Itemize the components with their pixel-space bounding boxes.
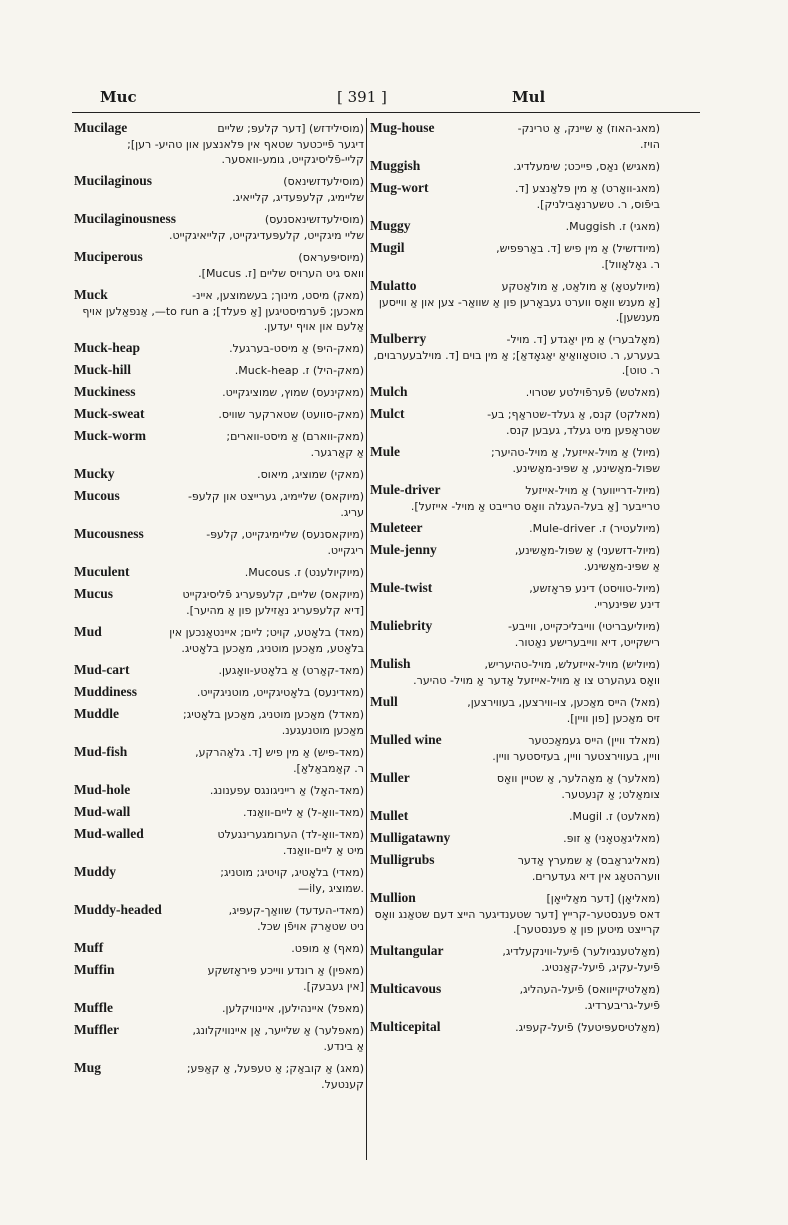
entry-definition-continued: אַ קאַרגער. xyxy=(310,446,364,459)
dictionary-entry xyxy=(74,406,364,422)
entry-definition: (מאדי) בלאָטיג, קויטיג; מוטניג; xyxy=(220,866,364,879)
dictionary-entry xyxy=(74,902,364,934)
dictionary-entry xyxy=(370,158,660,174)
entry-definition-continued: ווערהטאָג אין דיא געדערים. xyxy=(531,870,660,883)
dictionary-entry xyxy=(74,488,364,520)
entry-definition: (מאליגראַבס) אַ שמערץ אַדער xyxy=(517,854,660,867)
entry-headword: Mud-walled xyxy=(74,826,144,841)
dictionary-entry xyxy=(370,732,660,764)
entry-definition: (מיוליש) מויל-אייזעלש, מויל-טהיעריש, xyxy=(484,658,660,671)
dictionary-entry xyxy=(370,852,660,884)
entry-headword: Muckiness xyxy=(74,384,136,399)
entry-definition-continued: שליי מיגקייט, קלעפּעדיגקייט, קלייאיגקייט. xyxy=(169,229,364,242)
entry-headword: Mud-hole xyxy=(74,782,131,797)
dictionary-entry xyxy=(74,384,364,400)
dictionary-entry xyxy=(74,362,364,378)
entry-definition: (מיולעטאָ) אַ מולאַט, אַ מולאַטקע xyxy=(501,280,660,293)
entry-definition-continued: מאַכען מוטנעגענ. xyxy=(281,724,364,737)
entry-definition-continued: שפּול-מאַשינע, אַ שפּינ-מאַשינע. xyxy=(512,462,660,475)
entry-definition-continued: מיט אַ ליים-וואַנד. xyxy=(282,844,364,857)
entry-definition-continued: זיס מאַכען [פון וויין]. xyxy=(566,712,660,725)
entry-definition: (מיול-דזשעני) אַ שפּול-מאַשינע, xyxy=(514,544,660,557)
entry-headword: Mule-driver xyxy=(370,482,441,497)
dictionary-entry xyxy=(74,340,364,356)
entry-definition-continued: פֿיעל-גריבערדיג. xyxy=(584,999,660,1012)
entry-headword: Muck-hill xyxy=(74,362,132,377)
entry-definition: (מיוקאס) שליימיג, גערייצט און קלעפּ- xyxy=(187,490,364,503)
dictionary-entry xyxy=(74,120,364,167)
entry-headword: Multicepital xyxy=(370,1019,441,1034)
entry-definition: (מאק-סוועט) שטארקער שוויס. xyxy=(218,408,364,421)
dictionary-entry xyxy=(74,1022,364,1054)
entry-definition-continued: דיגער פֿייכטער שטאף אין פּלאנצען און טהיע- רען]; קליי-פֿליסיגקייט, גומע-וואסער. xyxy=(127,138,364,166)
dictionary-entry xyxy=(370,580,660,612)
dictionary-entry xyxy=(74,684,364,700)
entry-definition-continued: שטראָפען מיט געלד, געבען קנס. xyxy=(506,424,660,437)
header-rule xyxy=(72,112,700,113)
entry-definition: (מאַלטיקייוואס) פֿיעל-העהליג, xyxy=(519,983,660,996)
entry-definition: (מוסילעדזשינאסנעס) xyxy=(264,213,364,226)
entry-definition: (מאק-היפּ) אַ מיסט-בערגעל. xyxy=(229,342,364,355)
entry-definition: (מיוקאס) שליים, קלעפּעריג פֿליסיגקייט xyxy=(182,588,364,601)
page-number: [ 391 ] xyxy=(337,88,387,106)
dictionary-entry xyxy=(370,542,660,574)
entry-definition-continued: ר. גאָלאָוול]. xyxy=(601,258,660,271)
entry-headword: Muck-worm xyxy=(74,428,146,443)
entry-definition: (מאל) הייס מאַכען, צו-ווירצען, בעווירצען, xyxy=(467,696,660,709)
dictionary-entry xyxy=(74,287,364,334)
entry-definition: (מאלטש) פֿערפֿוילטע שטרוי. xyxy=(525,386,660,399)
entry-definition-continued: טרייבער [אַ בעל-העגלה וואָס טרייבט אַ מויל- אייזעל]. xyxy=(410,500,660,513)
entry-headword: Mud-fish xyxy=(74,744,128,759)
dictionary-entry xyxy=(74,804,364,820)
entry-definition: (מאלקט) קנס, אַ געלד-שטראַף; בע- xyxy=(487,408,660,421)
entry-headword: Muffin xyxy=(74,962,115,977)
entry-headword: Mugil xyxy=(370,240,405,255)
entry-definition: (מאק-ווארם) אַ מיסט-ווארים; xyxy=(226,430,364,443)
entry-definition-continued: ריגקייט. xyxy=(327,544,364,557)
dictionary-entry xyxy=(370,331,660,378)
entry-definition: (מאד-קאַרט) אַ בלאָטע-וואָגען. xyxy=(218,664,364,677)
column-divider xyxy=(366,118,367,1160)
dictionary-entry xyxy=(370,890,660,937)
dictionary-entry xyxy=(370,981,660,1013)
entry-definition: (מאַלטיסעפּיטעל) פֿיעל-קעפּיג. xyxy=(515,1021,660,1034)
entry-definition-continued: —ily, שמוציג. xyxy=(298,882,364,895)
entry-definition: (מאג) אַ קובאַק; אַ טעפּעל, אַ קאַפּע; xyxy=(186,1062,364,1075)
right-column xyxy=(370,120,660,1160)
entry-definition-continued: אַ שפּינ-מאַשינע. xyxy=(583,560,660,573)
entry-definition-continued: דאס פענסטער-קרייץ [דער שטענדיגער הייצ דעם שטאַנג וואָס קרייצט מיטען פון אַ פענסטער]. xyxy=(374,908,660,936)
entry-definition-continued: [אין געבעק]. xyxy=(303,980,364,993)
entry-headword: Muck-heap xyxy=(74,340,141,355)
entry-definition: (מוסילעדזשינאס) xyxy=(283,175,364,188)
entry-definition: (מאלעט) ז. Mugil. xyxy=(568,810,660,823)
header-left-guide-word: Muc xyxy=(100,88,137,106)
entry-headword: Muddy xyxy=(74,864,117,879)
entry-definition-continued: דינע שפּינעריי. xyxy=(593,598,660,611)
entry-definition-continued: ר. קאַמבאַלאַ]. xyxy=(293,762,364,775)
entry-definition: (מיוקיולענט) ז. Mucous. xyxy=(244,566,364,579)
entry-definition-continued: בלאָטע, מאַכען מוטניג, מאַכען בלאָטיג. xyxy=(181,642,364,655)
entry-headword: Muffle xyxy=(74,1000,113,1015)
entry-headword: Mud-cart xyxy=(74,662,130,677)
entry-headword: Muggish xyxy=(370,158,421,173)
dictionary-entry xyxy=(370,482,660,514)
entry-definition: (מאף) אַ מופּט. xyxy=(291,942,364,955)
entry-headword: Multicavous xyxy=(370,981,442,996)
entry-headword: Muddy-headed xyxy=(74,902,162,917)
entry-definition: (מאד) בלאָטע, קויט; ליים; איינטאַנכען אין xyxy=(169,626,364,639)
entry-definition: (מאָלבערי) אַ מין יאַגדע [ד. מויל- xyxy=(506,333,660,346)
entry-definition: (מאליאָן) [דער מאַלייאָן] xyxy=(546,892,660,905)
entry-definition: (מאג-האוז) אַ שיינק, אַ טרינק- xyxy=(517,122,660,135)
dictionary-entry xyxy=(370,943,660,975)
entry-definition: (מאלער) אַ מאַהלער, אַ שטיין וואָס xyxy=(496,772,660,785)
dictionary-entry xyxy=(370,240,660,272)
entry-headword: Muller xyxy=(370,770,410,785)
dictionary-entry xyxy=(370,406,660,438)
entry-headword: Mucousness xyxy=(74,526,144,541)
entry-headword: Mulatto xyxy=(370,278,417,293)
dictionary-entry xyxy=(74,586,364,618)
entry-definition: (מיוליעבריטי) ווייבליכקייט, ווייבע- xyxy=(507,620,660,633)
header-right-guide-word: Mul xyxy=(512,88,546,106)
entry-headword: Muffler xyxy=(74,1022,119,1037)
entry-headword: Mucilaginous xyxy=(74,173,153,188)
entry-definition: (מאפין) אַ רונדע ווייכע פּיראָזשקע xyxy=(207,964,364,977)
entry-headword: Muddiness xyxy=(74,684,138,699)
entry-definition-continued: בעערע, ר. טוטאָוואַיאַ יאַגאָדאַ]; אַ מין בוים [ד. מוילבעערבוים, ר. טוט]. xyxy=(373,349,660,377)
entry-definition-continued: וואָס געהערט צו אַ מויל-אייזעל אַדער אַ מויל- טהיער. xyxy=(413,674,660,687)
entry-definition: (מיול-דרייווער) אַ מויל-אייזעל xyxy=(525,484,660,497)
entry-definition: (מאד-פיש) אַ מין פיש [ד. גלאַהרקע, xyxy=(195,746,364,759)
entry-definition: (מאפלער) אַ שלייער, אַן איינוויקלונג, xyxy=(192,1024,364,1037)
entry-headword: Muggy xyxy=(370,218,411,233)
entry-headword: Muciperous xyxy=(74,249,143,264)
entry-definition-continued: רישקייט, דיא ווייבערישע נאַטור. xyxy=(514,636,660,649)
dictionary-entry xyxy=(370,694,660,726)
entry-headword: Mucilage xyxy=(74,120,128,135)
dictionary-entry xyxy=(370,384,660,400)
entry-headword: Mucous xyxy=(74,488,120,503)
dictionary-entry xyxy=(74,564,364,580)
dictionary-entry xyxy=(74,962,364,994)
dictionary-entry xyxy=(370,520,660,536)
entry-definition: (מוסילידזש) [דער קלעפּ; שליים xyxy=(217,122,364,135)
entry-definition: (מיול) אַ מויל-אייזעל, אַ מויל-טהיער; xyxy=(490,446,660,459)
dictionary-entry xyxy=(370,656,660,688)
dictionary-entry xyxy=(74,940,364,956)
dictionary-entry xyxy=(370,278,660,325)
dictionary-entry xyxy=(74,826,364,858)
entry-headword: Mucky xyxy=(74,466,115,481)
entry-definition-continued: [דיא קלעפּעריג נאַזילען פון אַ מהיער]. xyxy=(186,604,364,617)
dictionary-entry xyxy=(370,618,660,650)
entry-headword: Mulch xyxy=(370,384,408,399)
dictionary-entry xyxy=(370,120,660,152)
entry-definition: (מיוסיפּעראס) xyxy=(298,251,364,264)
entry-definition-continued: מאכען; פֿערמיסטיגען [אַ פעלד]; to run a—, אַנפאַלען אויף אַלעם און אויף יעדען. xyxy=(82,305,364,333)
entry-headword: Mulligrubs xyxy=(370,852,435,867)
entry-definition-continued: ביפֿוס, ר. טשערנאָבילניק]. xyxy=(536,198,660,211)
entry-definition: (מאד-וואָ-לד) הערומגערינגעלט xyxy=(217,828,364,841)
dictionary-entry xyxy=(74,173,364,205)
entry-headword: Mull xyxy=(370,694,398,709)
entry-headword: Mulish xyxy=(370,656,411,671)
left-column xyxy=(74,120,364,1160)
dictionary-entry xyxy=(370,830,660,846)
entry-definition-continued: הויז. xyxy=(640,138,660,151)
entry-definition: (מאליגאַטאָני) אַ זופּ. xyxy=(563,832,660,845)
entry-definition: (מאקי) שמוציג, מיאוס. xyxy=(257,468,364,481)
entry-definition: (מאקינעס) שמוץ, שמוציגקייט. xyxy=(222,386,364,399)
entry-definition-continued: וואס גיט הערויס שליים [ז. Mucus]. xyxy=(198,267,364,280)
entry-definition: (מאג-וואָרט) אַ מין פּלאַנצע [ד. xyxy=(515,182,660,195)
entry-headword: Mullion xyxy=(370,890,416,905)
entry-definition-continued: עריג. xyxy=(340,506,364,519)
dictionary-entry xyxy=(74,744,364,776)
entry-headword: Mug-house xyxy=(370,120,435,135)
entry-headword: Muculent xyxy=(74,564,130,579)
entry-definition: (מאגי) ז. Muggish. xyxy=(565,220,660,233)
entry-headword: Mug xyxy=(74,1060,101,1075)
dictionary-entry xyxy=(370,218,660,234)
entry-headword: Muleteer xyxy=(370,520,423,535)
dictionary-entry xyxy=(74,864,364,896)
entry-headword: Mulberry xyxy=(370,331,427,346)
entry-definition: (מאפל) איינהילען, איינוויקלען. xyxy=(221,1002,364,1015)
dictionary-entry xyxy=(74,662,364,678)
entry-definition: (מיודזשיל) אַ מין פיש [ד. באַרפּפיש, xyxy=(496,242,660,255)
entry-headword: Muddle xyxy=(74,706,120,721)
dictionary-entry xyxy=(74,706,364,738)
entry-definition-continued: אַ בינדע. xyxy=(323,1040,364,1053)
entry-headword: Mule-jenny xyxy=(370,542,437,557)
entry-definition-continued: שליימיג, קלעפּעדיג, קלייאיג. xyxy=(232,191,364,204)
entry-headword: Muliebrity xyxy=(370,618,433,633)
entry-headword: Mulligatawny xyxy=(370,830,451,845)
entry-definition: (מאק) מיסט, מינוך; בעשמוצען, איינ- xyxy=(192,289,364,302)
entry-definition-continued: צומאַלט; אַ קנעטער. xyxy=(561,788,660,801)
entry-definition: (מאדי-העדעד) שוואַך-קעפּיג, xyxy=(228,904,364,917)
entry-headword: Muck xyxy=(74,287,108,302)
entry-definition: (מיולעטיר) ז. Mule-driver. xyxy=(529,522,660,535)
entry-headword: Mug-wort xyxy=(370,180,429,195)
entry-definition-continued: [אַ מענש וואָס ווערט געבאָרען פון אַ שוואַר- צען און אַ ווייסען מענשען]. xyxy=(378,296,660,324)
entry-headword: Muck-sweat xyxy=(74,406,145,421)
entry-definition-continued: ניט שטאַרק אויפֿן שכל. xyxy=(257,920,364,933)
entry-definition: (מיול-טוויסט) דינע פּראָזשע, xyxy=(529,582,660,595)
entry-definition-continued: וויין, בעווירצטער וויין, בעזיסטער וויין. xyxy=(492,750,660,763)
entry-definition: (מאַלטענגיולער) פֿיעל-ווינקעלדיג, xyxy=(502,945,660,958)
entry-definition: (מאלד וויין) הייס געמאַכטער xyxy=(528,734,660,747)
entry-definition-continued: פֿיעל-עקיג, פֿיעל-קאַנטיג. xyxy=(541,961,660,974)
dictionary-entry xyxy=(370,1019,660,1035)
dictionary-entry xyxy=(74,782,364,798)
dictionary-entry xyxy=(370,444,660,476)
entry-headword: Mulct xyxy=(370,406,405,421)
entry-headword: Mud xyxy=(74,624,102,639)
dictionary-entry xyxy=(74,1060,364,1092)
dictionary-entry xyxy=(74,1000,364,1016)
entry-headword: Muff xyxy=(74,940,104,955)
dictionary-entry xyxy=(74,428,364,460)
entry-definition: (מאדל) מאַכען מוטניג, מאַכען בלאָטיג; xyxy=(183,708,364,721)
entry-definition: (מאדינעס) בלאָטיגקייט, מוטניגקייט. xyxy=(196,686,364,699)
dictionary-entry xyxy=(74,526,364,558)
dictionary-entry xyxy=(370,180,660,212)
entry-headword: Mule xyxy=(370,444,400,459)
entry-definition-continued: קענטעל. xyxy=(321,1078,364,1091)
entry-headword: Multangular xyxy=(370,943,444,958)
entry-headword: Mucilaginousness xyxy=(74,211,177,226)
entry-definition: (מאד-האָל) אַ רייניגונגס עפענונג. xyxy=(209,784,364,797)
entry-headword: Mucus xyxy=(74,586,114,601)
entry-headword: Mulled wine xyxy=(370,732,442,747)
dictionary-entry xyxy=(74,624,364,656)
entry-definition: (מיוקאסנעס) שליימיגקייט, קלעפּ- xyxy=(206,528,364,541)
entry-headword: Mud-wall xyxy=(74,804,131,819)
entry-definition: (מאק-היל) ז. Muck-heap. xyxy=(234,364,364,377)
dictionary-entry xyxy=(74,466,364,482)
entry-headword: Mule-twist xyxy=(370,580,433,595)
entry-headword: Mullet xyxy=(370,808,409,823)
entry-definition: (מאד-וואָ-ל) אַ ליים-וואַנד. xyxy=(243,806,364,819)
dictionary-entry xyxy=(74,249,364,281)
dictionary-entry xyxy=(370,770,660,802)
dictionary-entry xyxy=(370,808,660,824)
entry-definition: (מאגיש) נאַס, פייכט; שימעלדיג. xyxy=(513,160,660,173)
running-header xyxy=(72,88,692,112)
dictionary-entry xyxy=(74,211,364,243)
